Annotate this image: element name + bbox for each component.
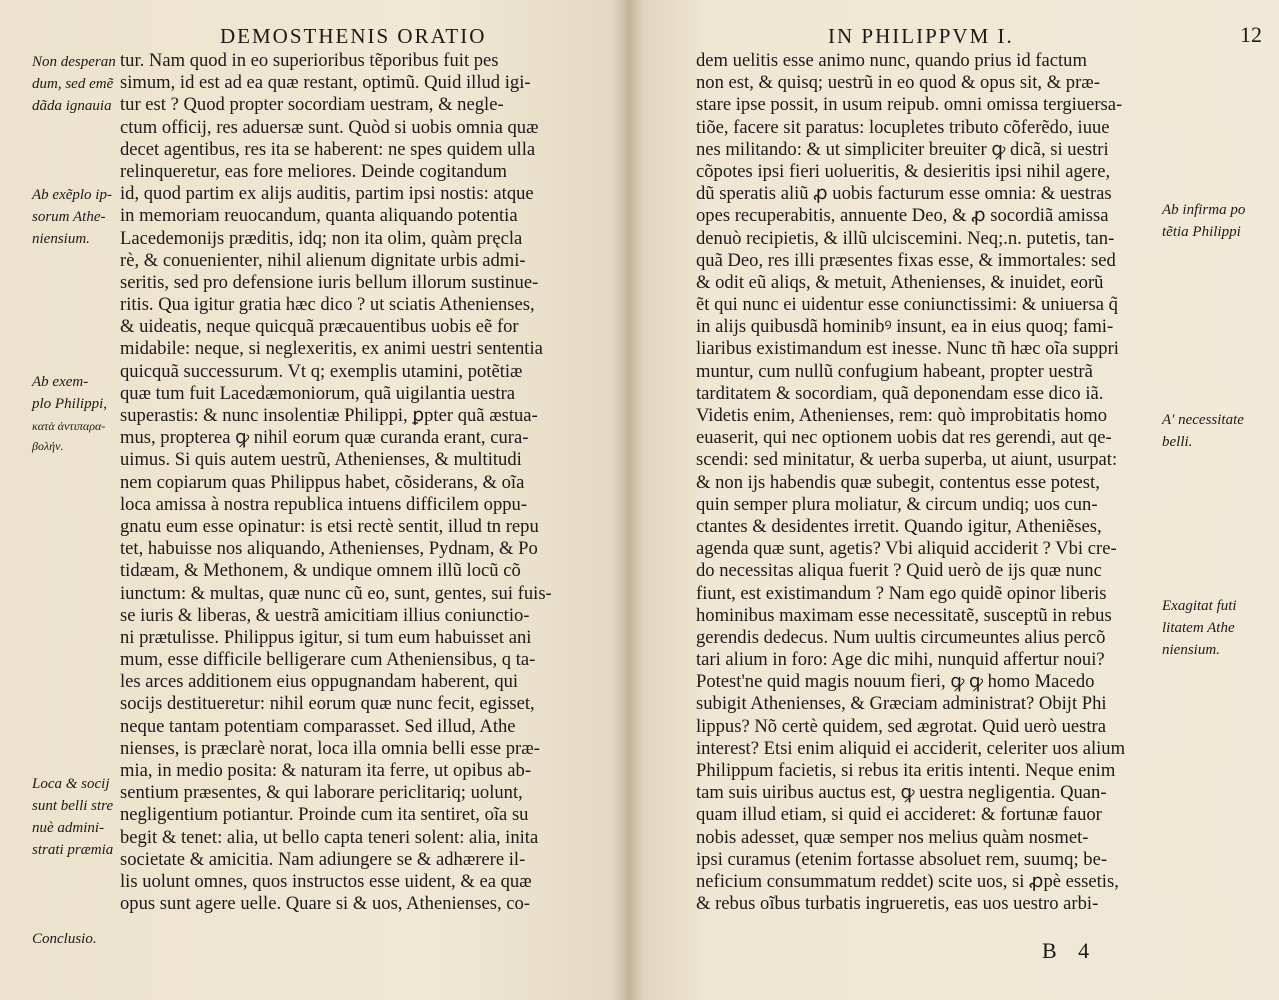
text-line: mus, propterea ꝙ nihil eorum quæ curanda erant, cura- [120, 427, 529, 449]
text-line: opes recuperabitis, annuente Deo, & ꝓ socordiã amissa [696, 205, 1109, 227]
marginal-note: sunt belli stre [32, 798, 114, 814]
text-line: simum, id est ad ea quæ restant, optimũ. Quid illud igi- [120, 72, 531, 94]
text-line: hominibus maximam esse necessitatẽ, susceptũ in rebus [696, 604, 1112, 626]
text-line: Philippum facietis, si rebus ita eritis intenti. Neque enim [696, 760, 1116, 781]
text-line: sentium præsentes, & qui laborare periclitariq; uolunt, [120, 782, 523, 804]
text-line: rè, & conuenienter, nihil alienum dignitate urbis admi- [120, 249, 526, 271]
text-line: tidæam, & Methonem, & undique omnem illũ locũ cõ [120, 560, 521, 582]
text-line: decet agentibus, res ita se haberent: ne spes quidem ulla [120, 138, 536, 160]
marginal-note: dum, sed emẽ [32, 76, 114, 92]
text-line: nem copiarum quas Philippus habet, cõsiderans, & oĩa [120, 471, 525, 493]
text-line: opus sunt agere uelle. Quare si & uos, Athenienses, co- [120, 893, 530, 915]
text-line: midabile: neque, si neglexeritis, ex animi uestri sententia [120, 338, 543, 360]
text-line: tari alium in foro: Age dic mihi, nunquid affertur noui? [696, 649, 1105, 671]
marginal-note: niensium. [1162, 642, 1220, 658]
text-line: seritis, sed pro defensione iuris bellum illorum sustinue- [120, 271, 539, 293]
text-line: & non ijs habendis quæ subegit, contentus esse potest, [696, 471, 1100, 493]
marginal-note: tẽtia Philippi [1162, 224, 1241, 240]
text-line: societate & amicitia. Nam adiungere se & adhærere il- [120, 848, 526, 870]
marginal-note: Ab exem- [32, 374, 89, 390]
running-head-left: DEMOSTHENIS ORATIO [220, 24, 487, 48]
right-body-text [696, 50, 1191, 915]
text-line: Videtis enim, Athenienses, rem: quò improbitatis homo [696, 405, 1107, 426]
right-page [628, 0, 1279, 1000]
text-line: loca amissa à nostra republica intuens difficilem oppu- [120, 493, 528, 515]
running-head-right: IN PHILIPPVM I. [828, 24, 1014, 48]
text-line: tiõe, facere sit paratus: locupletes tributo cõferẽdo, iuue [696, 116, 1110, 138]
marginal-note: litatem Athe [1162, 620, 1235, 636]
text-line: gnatu eum esse opinatur: is etsi rectè sentit, illud tn repu [120, 515, 539, 537]
text-line: gerendis dedecus. Num uultis circumeuntes alius percõ [696, 626, 1106, 648]
text-line: cõpotes ipsi fieri uolueritis, & desieritis ipsi nihil agere, [696, 160, 1111, 182]
text-line: lis uolunt omnes, quos instructos esse uident, & ea quæ [120, 870, 532, 892]
text-line: ipsi curamus (etenim fortasse absoluet rem, suumq; be- [696, 848, 1108, 870]
text-line: tet, habuisse nos aliquando, Athenienses, Pydnam, & Po [120, 538, 538, 560]
page-number: 12 [1240, 22, 1262, 47]
text-line: non est, & quisq; uestrũ in eo quod & opus sit, & præ- [696, 72, 1100, 94]
text-line: tur est ? Quod propter socordiam uestram, & negle- [120, 94, 504, 116]
text-line: muntur, cum nullũ confugium habeant, propter uestrã [696, 360, 1093, 382]
text-line: iunctum: & multas, quæ nunc cũ eo, sunt, gentes, sui fuis- [120, 582, 552, 604]
book-gutter [612, 0, 644, 1000]
text-line: in memoriam reuocandum, quanta aliquando potentia [120, 205, 518, 227]
text-line: relinqueretur, eas fore meliores. Deinde cogitandum [120, 160, 507, 182]
marginal-note: belli. [1162, 434, 1193, 450]
text-line: stare ipse possit, in usum reipub. omni omissa tergiuersa- [696, 94, 1123, 116]
text-line: interest? Etsi enim aliquid ei acciderit, celeriter uos alium [696, 737, 1126, 759]
text-line: subigit Athenienses, & Græciam administrat? Obijt Phi [696, 693, 1107, 715]
text-line: uimus. Si quis autem uestrũ, Athenienses, & multitudi [120, 449, 522, 471]
text-line: quicquã successurum. Vt q; exemplis utamini, potẽtiæ [120, 360, 523, 382]
left-page [0, 0, 628, 1000]
text-line: mia, in medio posita: & naturam ita ferre, ut opibus ab- [120, 760, 532, 781]
text-line: ctantes & desidentes irretit. Quando igitur, Atheniẽses, [696, 515, 1102, 537]
text-line: Lacedemonijs præditis, idq; non ita olim, quàm pręcla [120, 227, 523, 249]
text-line: quin semper plura moliatur, & circum undiq; uos cun- [696, 493, 1098, 515]
text-line: tam suis uiribus auctus est, ꝙ uestra negligentia. Quan- [696, 782, 1107, 804]
text-line: negligentium potiantur. Proinde cum ita sentiret, oĩa su [120, 804, 529, 826]
text-line: ni prætulisse. Philippus igitur, si tum eum habuisset ani [120, 626, 532, 648]
marginal-note: Conclusio. [32, 931, 97, 947]
text-line: tarditatem & socordiam, quã deponendam esse dico iã. [696, 382, 1104, 404]
signature-mark: B 4 [1042, 938, 1098, 963]
text-line: scendi: sed minitatur, & uerba superba, ut aiunt, usurpat: [696, 449, 1118, 471]
text-line: euaserit, qui nec optionem uobis dat res gerendi, aut qe- [696, 427, 1112, 449]
text-line: ẽt qui nunc ei uidentur esse coniunctissimi: & uniuersa q̃ [696, 294, 1118, 316]
text-line: lippus? Nõ certè quidem, sed ægrotat. Quid uerò uestra [696, 715, 1106, 737]
text-line: begit & tenet: alia, ut bello capta teneri solent: alia, inita [120, 826, 539, 848]
text-line: dũ speratis aliũ ꝓ uobis facturum esse omnia: & uestras [696, 183, 1112, 205]
text-line: ctum officij, res aduersæ sunt. Quòd si uobis omnia quæ [120, 116, 539, 138]
text-line: & rebus oĩbus turbatis ingrueretis, eas uos uestro arbi- [696, 893, 1099, 915]
marginal-note: nuè admini- [32, 820, 105, 836]
text-line: quã Deo, res illi præsentes fixas esse, & immortales: sed [696, 249, 1116, 271]
text-line: nes militando: & ut simpliciter breuiter ꝙ dicã, si uestri [696, 138, 1109, 160]
text-line: in alijs quibusdã hominibꝰ insunt, ea in eius quoq; fami- [696, 316, 1114, 338]
text-line: & odit eũ aliqs, & metuit, Athenienses, & inuidet, eorũ [696, 271, 1104, 293]
marginal-note: Loca & socij [32, 776, 110, 792]
text-line: socijs destitueretur: nihil eorum quæ nunc fecit, egisset, [120, 693, 535, 715]
text-line: denuò recipietis, & illũ ulciscemini. Neq;.n. putetis, tan- [696, 227, 1115, 249]
marginal-note: niensium. [32, 231, 90, 247]
text-line: se iuris & liberas, & uestrã amicitiam illius coniunctio- [120, 604, 530, 626]
text-line: dem uelitis esse animo nunc, quando prius id factum [696, 50, 1087, 71]
marginal-note: sorum Athe- [32, 209, 106, 225]
text-line: agenda quæ sunt, agetis? Vbi aliquid acciderit ? Vbi cre- [696, 538, 1117, 560]
marginal-note: κατὰ ἀντιπαρα- [32, 419, 106, 433]
marginal-note: dãda ignauia [32, 98, 112, 114]
marginal-note: Exagitat futi [1162, 598, 1237, 614]
marginal-note: Non desperan [32, 54, 116, 70]
marginal-note: A' necessitate [1162, 412, 1244, 428]
marginal-note: strati præmia [32, 842, 114, 858]
text-line: quam illud etiam, si quid ei accideret: & fortunæ fauor [696, 804, 1102, 826]
text-line: tur. Nam quod in eo superioribus tẽporibus fuit pes [120, 50, 499, 71]
text-line: & uideatis, neque quicquã præcauentibus uobis eẽ for [120, 316, 519, 338]
text-line: nienses, is præclarè norat, loca illa omnia belli esse præ- [120, 737, 540, 759]
text-line: do necessitas aliqua fuerit ? Quid uerò de ijs quæ nunc [696, 560, 1102, 582]
text-line: mum, esse difficile belligerare cum Atheniensibus, q ta- [120, 649, 536, 671]
text-line: ritis. Qua igitur gratia hæc dico ? ut sciatis Athenienses, [120, 294, 535, 316]
text-line: neque tantam potentiam comparasset. Sed illud, Athe [120, 715, 516, 737]
text-line: Potest'ne quid magis nouum fieri, ꝙ ꝙ homo Macedo [696, 671, 1095, 693]
marginal-note: βολήν. [32, 439, 64, 453]
text-line: les arces additionem eius oppugnandam haberent, qui [120, 671, 519, 693]
text-line: quæ tum fuit Lacedæmoniorum, quã uigilantia uestra [120, 382, 516, 404]
marginal-note: Ab exẽplo ip- [32, 187, 112, 203]
text-line: fiunt, est existimandum ? Nam ego quidẽ opinor liberis [696, 582, 1107, 604]
text-line: superastis: & nunc insolentiæ Philippi, ꝑpter quã æstua- [120, 405, 538, 426]
text-line: id, quod partim ex alijs auditis, partim ipsi nostis: atque [120, 183, 534, 205]
text-line: nobis adesset, quæ semper nos melius quàm nosmet- [696, 826, 1089, 848]
left-body-text [120, 50, 610, 915]
text-line: neficium consummatum reddet) scite uos, si ꝓpè essetis, [696, 870, 1119, 892]
marginal-note: plo Philippi, [32, 396, 107, 412]
text-line: liaribus existimandum est inesse. Nunc tñ hæc oĩa suppri [696, 338, 1119, 360]
marginal-note: Ab infirma po [1162, 202, 1246, 218]
